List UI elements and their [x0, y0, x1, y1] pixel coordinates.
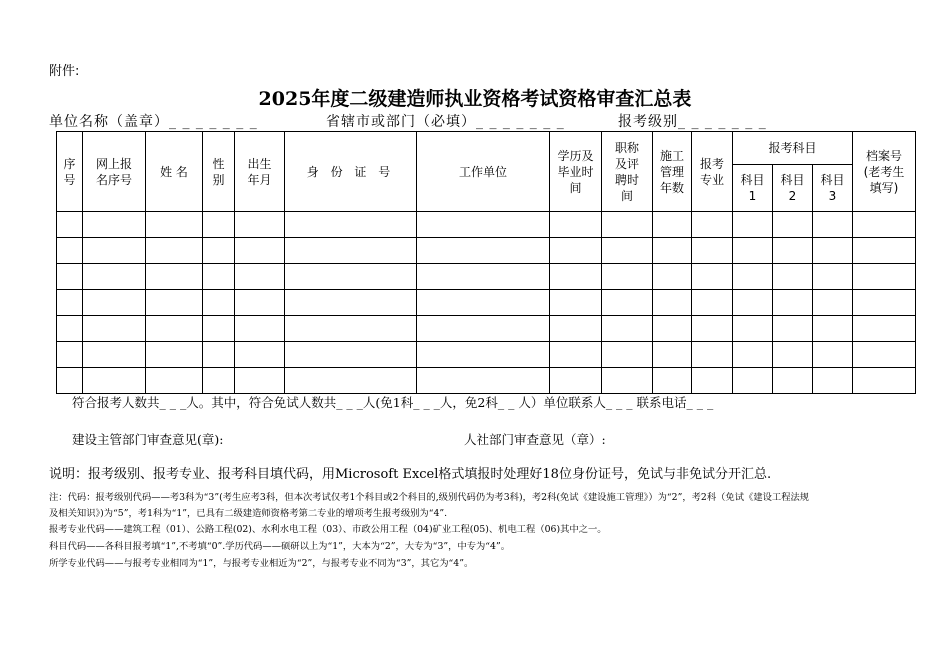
table-cell	[653, 212, 692, 238]
table-cell	[692, 212, 733, 238]
table-cell	[773, 342, 813, 368]
table-cell	[692, 264, 733, 290]
col-header-birth: 出生年月	[235, 132, 285, 212]
table-cell	[653, 342, 692, 368]
table-cell	[853, 316, 916, 342]
table-cell	[602, 368, 653, 394]
table-cell	[550, 290, 602, 316]
table-row	[57, 212, 916, 238]
table-cell	[733, 316, 773, 342]
table-cell	[417, 342, 550, 368]
table-cell	[83, 238, 146, 264]
table-cell	[653, 368, 692, 394]
col-header-subject-3: 科目3	[813, 165, 853, 212]
table-cell	[146, 290, 203, 316]
table-cell	[235, 264, 285, 290]
table-cell	[203, 238, 235, 264]
col-header-title-rank: 职称及评聘时间	[602, 132, 653, 212]
table-cell	[853, 264, 916, 290]
table-cell	[57, 342, 83, 368]
table-cell	[417, 238, 550, 264]
table-cell	[235, 316, 285, 342]
table-row	[57, 238, 916, 264]
table-cell	[235, 238, 285, 264]
table-cell	[285, 238, 417, 264]
table-cell	[417, 316, 550, 342]
table-cell	[285, 316, 417, 342]
table-cell	[285, 264, 417, 290]
table-cell	[83, 212, 146, 238]
table-cell	[733, 264, 773, 290]
table-cell	[57, 238, 83, 264]
table-cell	[203, 290, 235, 316]
note-line: 注：代码：报考级别代码——考3科为“3”(考生应考3科，但本次考试仅考1个科目或2个科目的,级别代码仍为考3科)，考2科(免试《建设施工管理》）为“2”，考2科（免试《建设工程法规	[49, 492, 810, 503]
table-cell	[773, 290, 813, 316]
table-cell	[146, 212, 203, 238]
table-cell	[653, 316, 692, 342]
table-cell	[733, 368, 773, 394]
table-cell	[773, 212, 813, 238]
table-row	[57, 290, 916, 316]
table-cell	[417, 290, 550, 316]
table-cell	[146, 368, 203, 394]
unit-name-field: 单位名称（盖章）_ _ _ _ _ _ _	[49, 114, 258, 130]
table-cell	[203, 368, 235, 394]
table-cell	[203, 316, 235, 342]
col-header-subjects: 报考科目	[733, 132, 853, 165]
table-cell	[692, 368, 733, 394]
table-cell	[813, 238, 853, 264]
table-cell	[83, 368, 146, 394]
table-cell	[146, 264, 203, 290]
attachment-label: 附件:	[49, 64, 80, 79]
table-cell	[57, 290, 83, 316]
table-cell	[83, 290, 146, 316]
table-cell	[653, 238, 692, 264]
summary-line: 符合报考人数共_ _ _人。其中，符合免试人数共_ _ _人(免1科_ _ _人，免2科_ _ 人）单位联系人_ _ _ 联系电话_ _ _	[72, 395, 714, 410]
table-cell	[83, 316, 146, 342]
table-cell	[57, 264, 83, 290]
table-cell	[146, 316, 203, 342]
table-row	[57, 368, 916, 394]
table-cell	[146, 238, 203, 264]
col-header-gender: 性别	[203, 132, 235, 212]
table-cell	[813, 316, 853, 342]
table-cell	[653, 264, 692, 290]
col-header-name: 姓 名	[146, 132, 203, 212]
table-cell	[550, 368, 602, 394]
summary-table	[56, 131, 916, 394]
table-cell	[550, 212, 602, 238]
col-header-years: 施工管理年数	[653, 132, 692, 212]
table-cell	[602, 238, 653, 264]
table-cell	[733, 290, 773, 316]
col-header-subject-2: 科目2	[773, 165, 813, 212]
table-cell	[417, 212, 550, 238]
table-cell	[417, 368, 550, 394]
table-cell	[235, 368, 285, 394]
instruction-text: 说明：报考级别、报考专业、报考科目填代码，用Microsoft Excel格式填报时处理好18位身份证号，免试与非免试分开汇总.	[49, 467, 772, 482]
col-header-education: 学历及毕业时间	[550, 132, 602, 212]
table-cell	[285, 290, 417, 316]
table-row	[57, 342, 916, 368]
construction-opinion: 建设主管部门审查意见(章):	[72, 432, 224, 447]
table-cell	[235, 342, 285, 368]
table-cell	[417, 264, 550, 290]
table-cell	[203, 342, 235, 368]
table-cell	[235, 212, 285, 238]
table-cell	[550, 238, 602, 264]
table-cell	[203, 264, 235, 290]
table-cell	[773, 238, 813, 264]
table-cell	[57, 316, 83, 342]
table-cell	[773, 264, 813, 290]
page-title: 2025年度二级建造师执业资格考试资格审查汇总表	[258, 88, 692, 110]
table-cell	[853, 342, 916, 368]
table-cell	[550, 342, 602, 368]
table-cell	[57, 212, 83, 238]
table-cell	[692, 290, 733, 316]
table-cell	[853, 290, 916, 316]
table-cell	[602, 290, 653, 316]
table-cell	[692, 316, 733, 342]
table-cell	[653, 290, 692, 316]
level-field: 报考级别_ _ _ _ _ _ _	[618, 114, 767, 130]
table-cell	[733, 212, 773, 238]
col-header-major: 报考专业	[692, 132, 733, 212]
table-cell	[83, 342, 146, 368]
table-cell	[773, 316, 813, 342]
table-cell	[602, 342, 653, 368]
table-cell	[692, 342, 733, 368]
col-header-work-unit: 工作单位	[417, 132, 550, 212]
table-cell	[146, 342, 203, 368]
col-header-id: 身 份 证 号	[285, 132, 417, 212]
col-header-seq: 序号	[57, 132, 83, 212]
table-cell	[602, 316, 653, 342]
table-cell	[285, 368, 417, 394]
table-cell	[813, 264, 853, 290]
table-cell	[853, 238, 916, 264]
note-line: 报考专业代码——建筑工程（01）、公路工程(02)、水利水电工程（03）、市政公用工程（04)矿业工程(05)、机电工程（06)其中之一。	[49, 524, 607, 535]
table-cell	[813, 342, 853, 368]
note-line: 及相关知识》)为“5”，考1科为“1”，已具有二级建造师资格考第二专业的增项考生报考级别为“4”.	[49, 508, 448, 519]
table-cell	[813, 290, 853, 316]
table-cell	[773, 368, 813, 394]
note-line: 科目代码——各科目报考填“1”,不考填“0”.学历代码——硕研以上为“1”，大本为“2”，大专为“3”，中专为“4”。	[49, 541, 511, 552]
table-cell	[602, 212, 653, 238]
table-cell	[813, 212, 853, 238]
table-row	[57, 316, 916, 342]
table-cell	[285, 342, 417, 368]
table-cell	[733, 342, 773, 368]
table-row	[57, 264, 916, 290]
table-cell	[550, 264, 602, 290]
table-cell	[602, 264, 653, 290]
table-cell	[235, 290, 285, 316]
table-cell	[203, 212, 235, 238]
note-line: 所学专业代码——与报考专业相同为“1”，与报考专业相近为“2”，与报考专业不同为“3”，其它为“4”。	[49, 558, 474, 569]
col-header-archive: 档案号(老考生填写)	[853, 132, 916, 212]
table-cell	[853, 212, 916, 238]
col-header-online-no: 网上报名序号	[83, 132, 146, 212]
table-cell	[692, 238, 733, 264]
table-cell	[57, 368, 83, 394]
hr-opinion: 人社部门审查意见（章）:	[464, 432, 606, 447]
province-field: 省辖市或部门（必填）_ _ _ _ _ _ _	[326, 114, 565, 130]
table-cell	[813, 368, 853, 394]
col-header-subject-1: 科目1	[733, 165, 773, 212]
table-cell	[550, 316, 602, 342]
table-cell	[853, 368, 916, 394]
table-cell	[83, 264, 146, 290]
table-cell	[285, 212, 417, 238]
table-cell	[733, 238, 773, 264]
